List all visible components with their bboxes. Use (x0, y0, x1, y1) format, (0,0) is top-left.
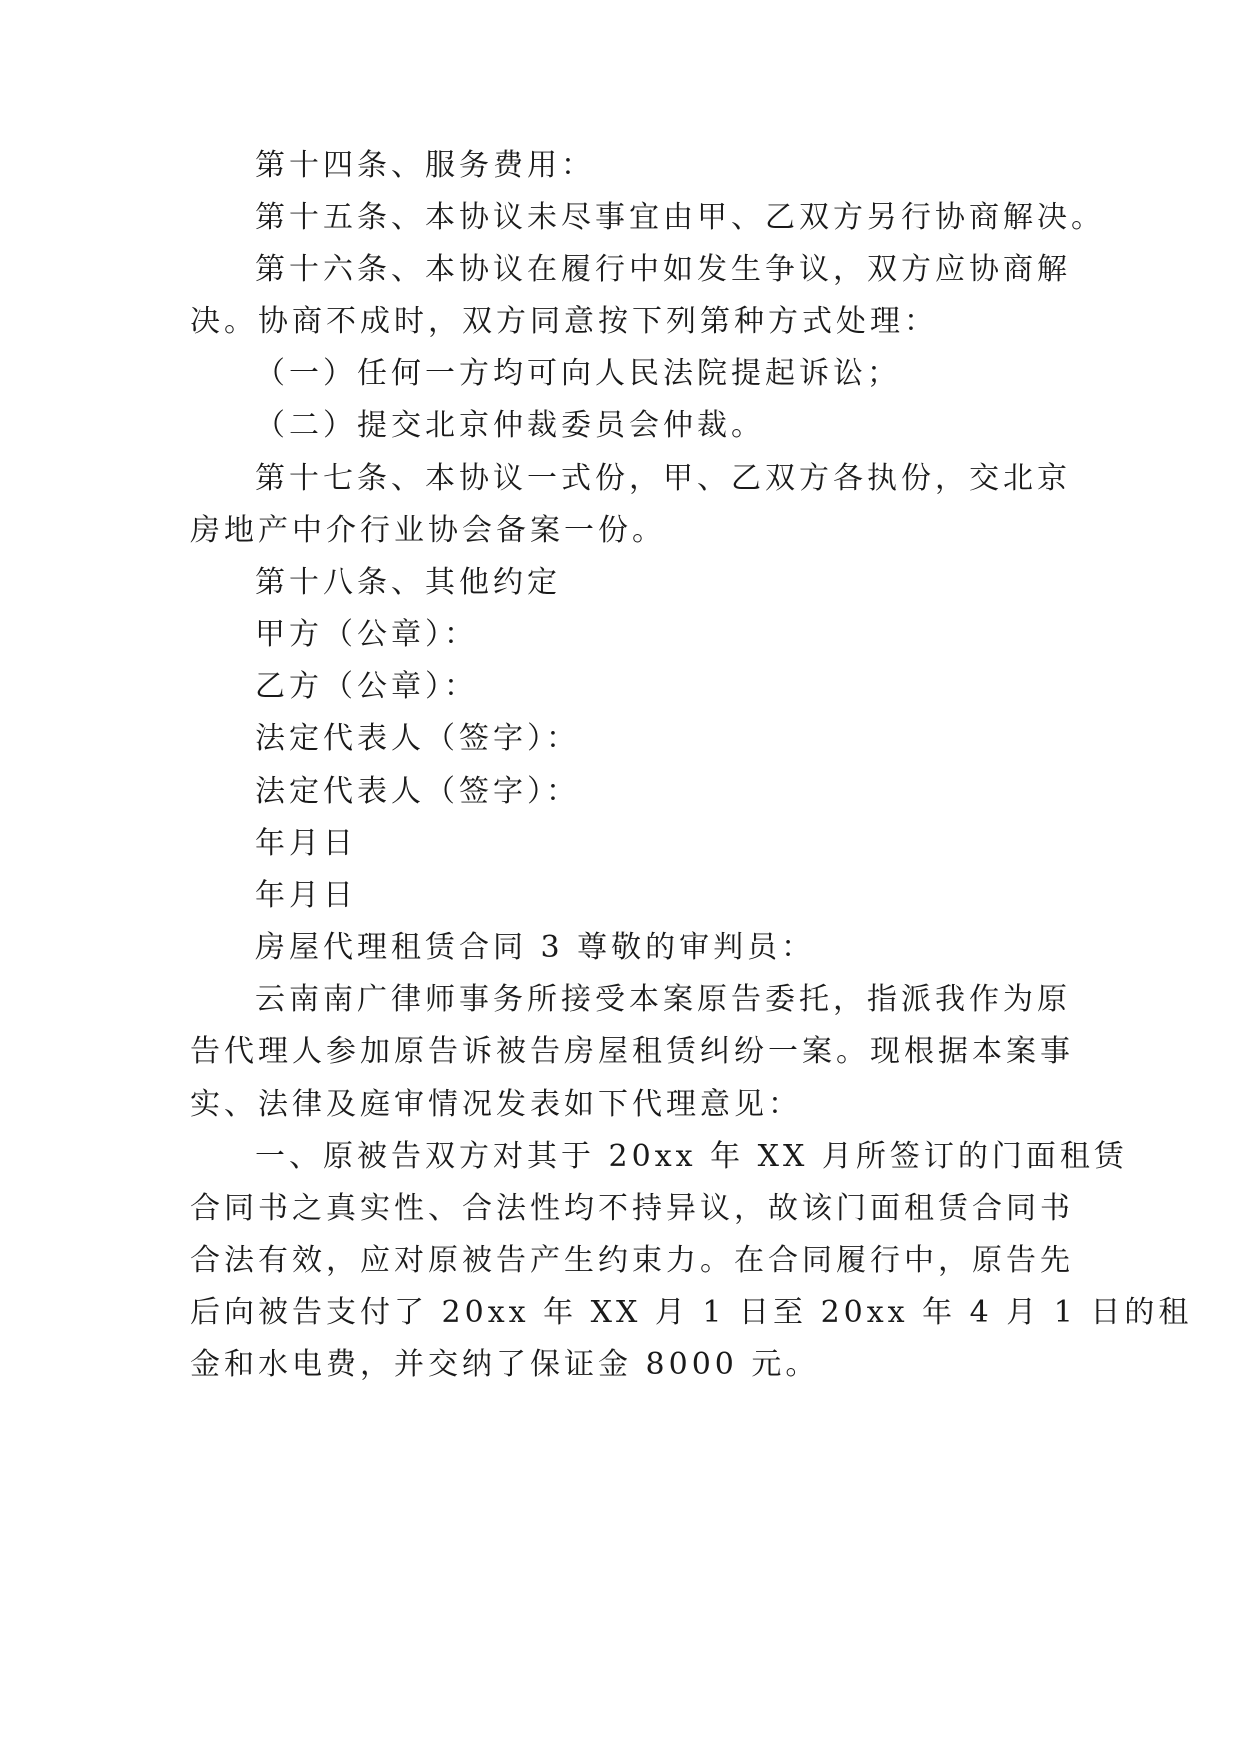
party-b-seal: 乙方（公章）： (255, 669, 478, 704)
opinion-point-1-line-2: 合同书之真实性、合法性均不持异议，故该门面租赁合同书 (190, 1191, 1074, 1226)
clause-17-line-1: 第十七条、本协议一式份，甲、乙双方各执份，交北京 (255, 461, 1071, 496)
clause-18: 第十八条、其他约定 (255, 565, 561, 600)
date-line-2: 年月日 (255, 878, 357, 913)
legal-rep-signature-2: 法定代表人（签字）： (255, 774, 580, 809)
section-heading: 房屋代理租赁合同 3 尊敬的审判员： (255, 930, 816, 965)
opinion-intro-line-2: 告代理人参加原告诉被告房屋租赁纠纷一案。现根据本案事 (190, 1034, 1074, 1069)
opinion-point-1-line-5: 金和水电费，并交纳了保证金 8000 元。 (190, 1347, 820, 1382)
opinion-intro-line-3: 实、法律及庭审情况发表如下代理意见： (190, 1087, 802, 1122)
clause-15: 第十五条、本协议未尽事宜由甲、乙双方另行协商解决。 (255, 200, 1105, 235)
opinion-point-1-line-4: 后向被告支付了 20xx 年 XX 月 1 日至 20xx 年 4 月 1 日的租 (190, 1295, 1193, 1330)
party-a-seal: 甲方（公章）： (255, 617, 478, 652)
opinion-point-1-line-1: 一、原被告双方对其于 20xx 年 XX 月所签订的门面租赁 (255, 1139, 1128, 1174)
clause-16-option-2: （二）提交北京仲裁委员会仲裁。 (255, 408, 765, 443)
clause-16-line-1: 第十六条、本协议在履行中如发生争议，双方应协商解 (255, 252, 1071, 287)
opinion-point-1-line-3: 合法有效，应对原被告产生约束力。在合同履行中，原告先 (190, 1243, 1074, 1278)
clause-16-option-1: （一）任何一方均可向人民法院提起诉讼； (255, 356, 901, 391)
clause-16-line-2: 决。协商不成时，双方同意按下列第种方式处理： (190, 304, 938, 339)
legal-rep-signature-1: 法定代表人（签字）： (255, 721, 580, 756)
clause-17-line-2: 房地产中介行业协会备案一份。 (190, 513, 666, 548)
clause-14: 第十四条、服务费用： (255, 148, 595, 183)
opinion-intro-line-1: 云南南广律师事务所接受本案原告委托，指派我作为原 (255, 982, 1071, 1017)
date-line-1: 年月日 (255, 826, 357, 861)
